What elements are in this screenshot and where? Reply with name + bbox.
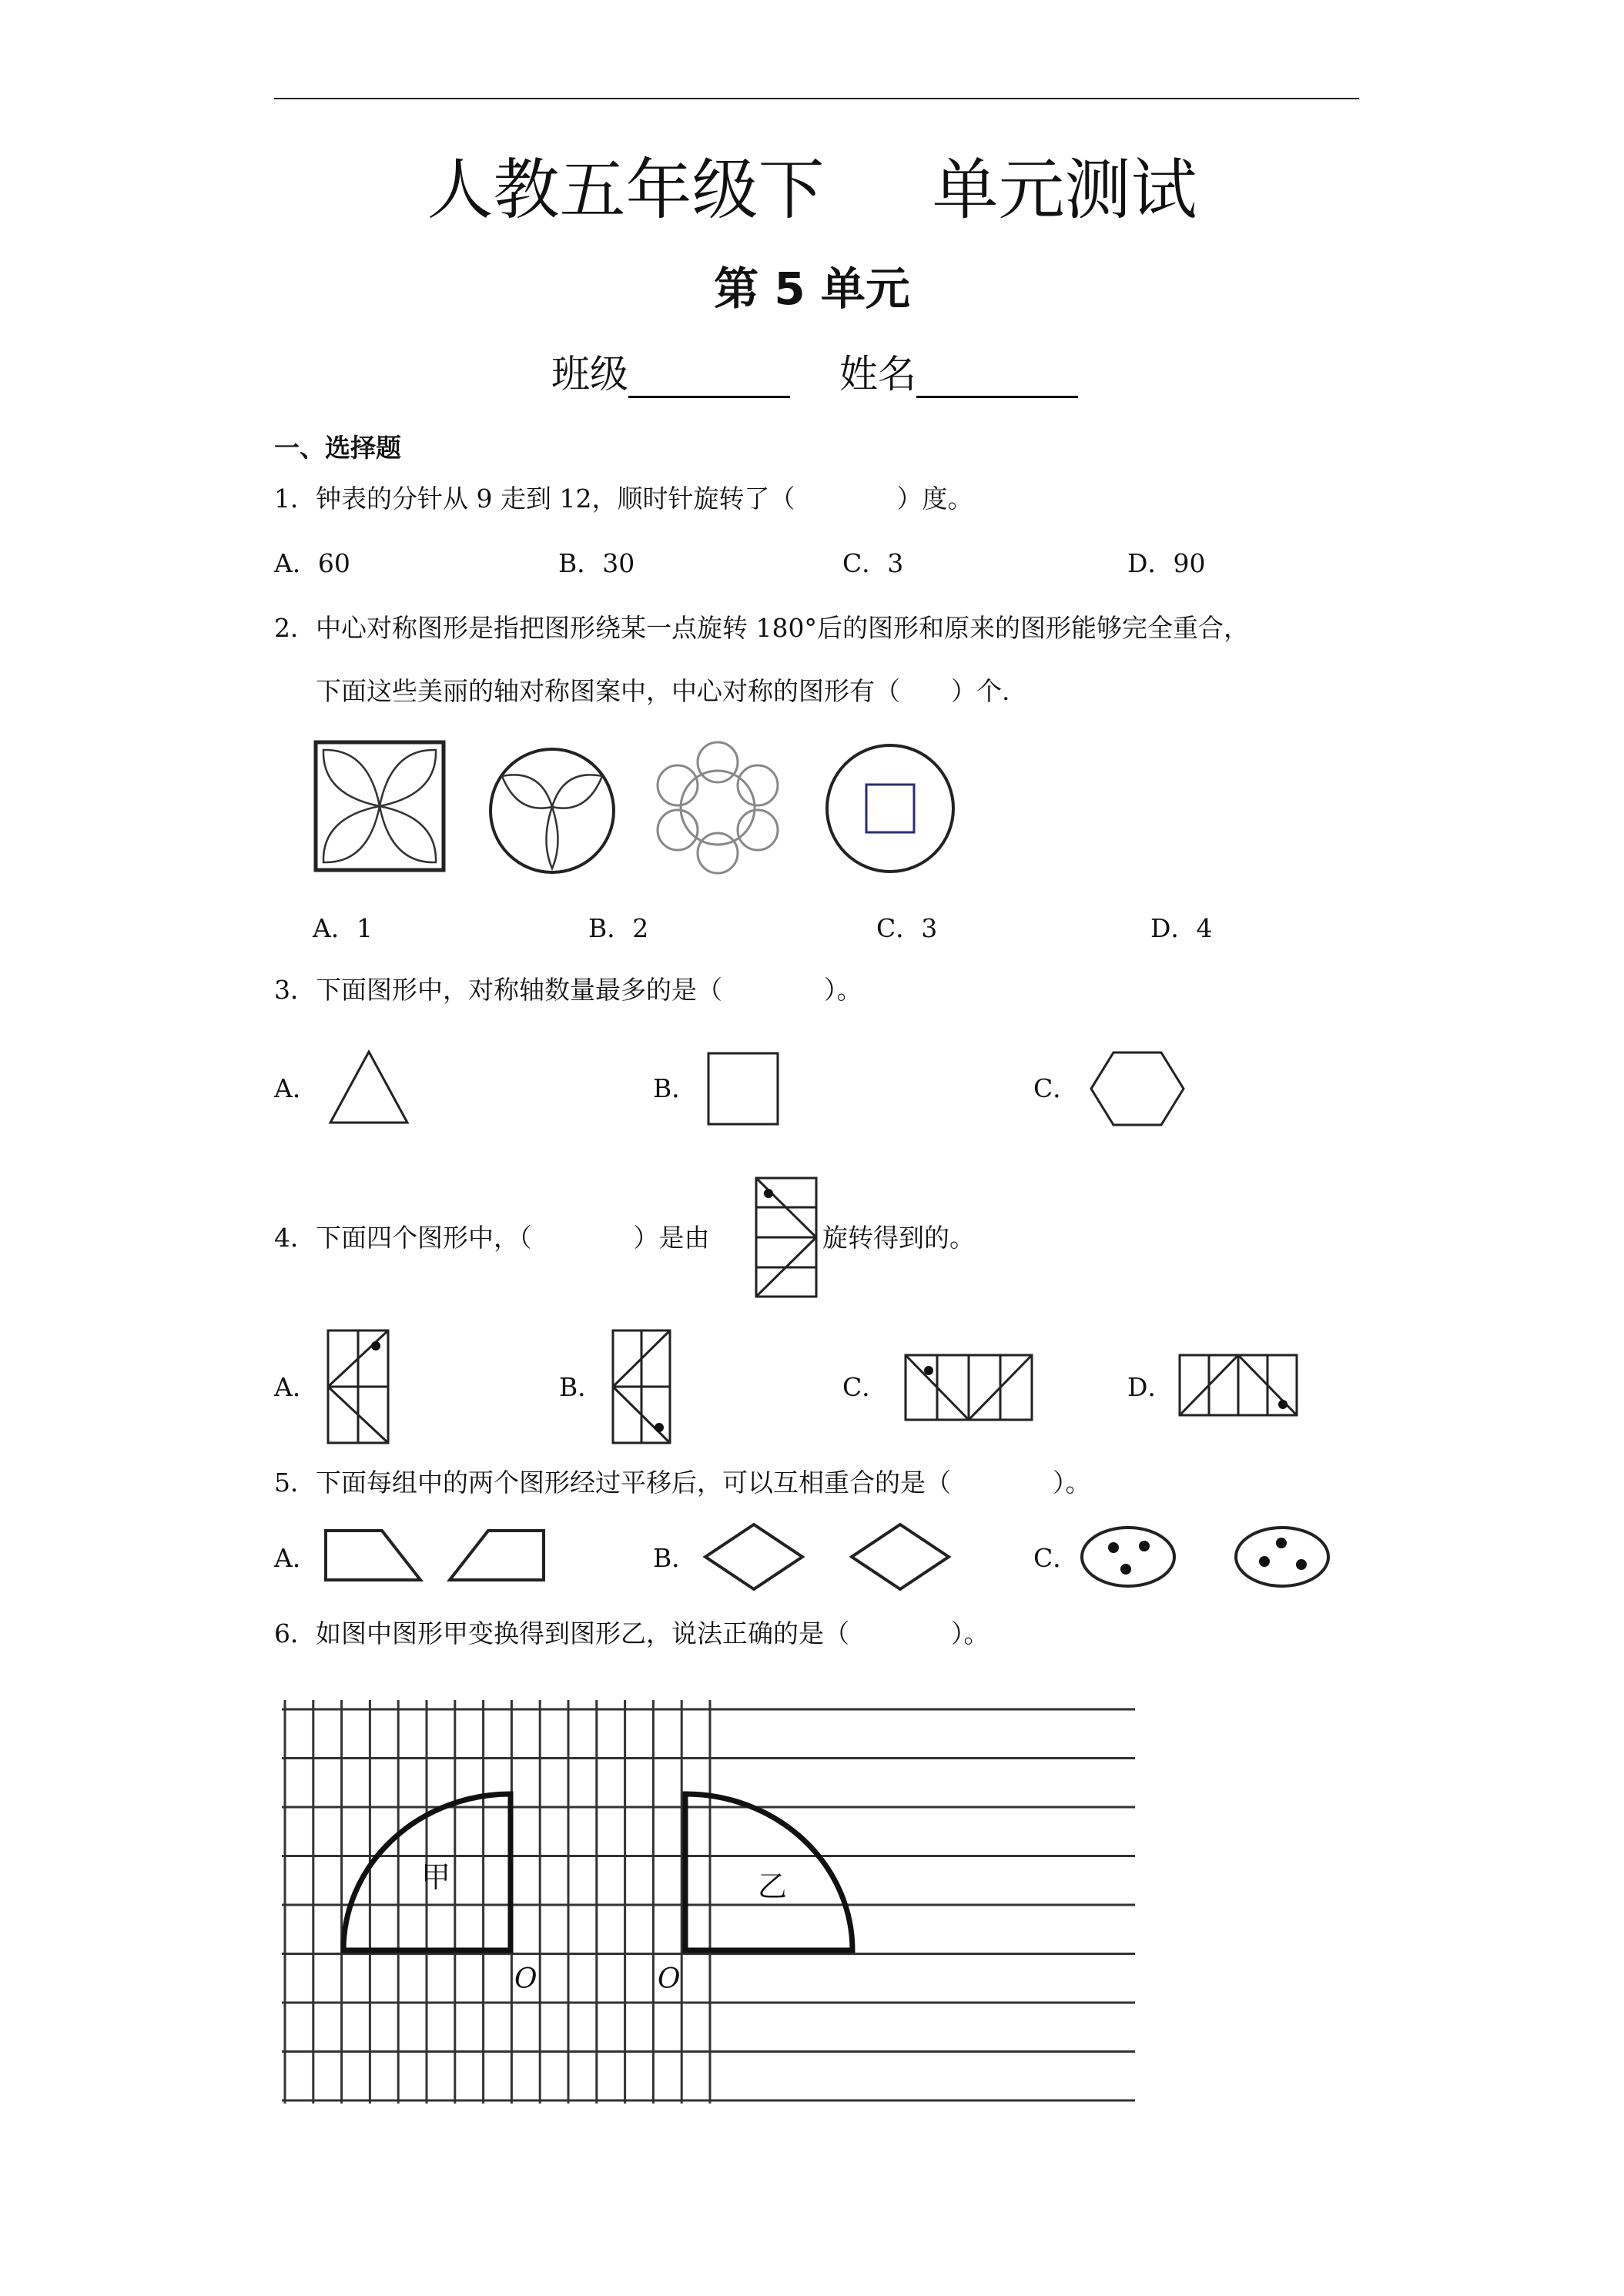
q2-option-d[interactable]: D．4	[1150, 913, 1213, 943]
q3-square	[707, 1052, 779, 1126]
q4-stem-part2: 旋转得到的。	[822, 1223, 975, 1253]
q1-stem: 1．钟表的分针从 9 走到 12，顺时针旋转了（ ）度。	[274, 484, 973, 514]
q4-figure-d	[1178, 1354, 1298, 1417]
q4-option-b[interactable]: B．	[559, 1372, 604, 1402]
q5-trapezoid-1	[323, 1528, 424, 1583]
q5-option-c[interactable]: C．	[1033, 1543, 1079, 1573]
q3-triangle	[327, 1049, 410, 1126]
q5-rhombus-1	[702, 1521, 805, 1592]
q1-option-d[interactable]: D．90	[1127, 548, 1206, 578]
title-right: 单元测试	[932, 152, 1197, 229]
q6-label-o-left: O	[514, 1963, 537, 1995]
q5-trapezoid-2	[447, 1528, 547, 1583]
q3-option-a[interactable]: A．	[274, 1073, 318, 1103]
q6-label-o-right: O	[658, 1963, 681, 1995]
name-blank[interactable]	[916, 359, 1078, 398]
name-label: 姓名	[839, 352, 916, 397]
q6-label-jia: 甲	[421, 1860, 451, 1894]
q3-option-c[interactable]: C．	[1033, 1073, 1079, 1103]
q4-figure-c	[904, 1354, 1033, 1421]
q5-rhombus-2	[849, 1521, 952, 1592]
q2-stem-line1: 2．中心对称图形是指把图形绕某一点旋转 180°后的图形和原来的图形能够完全重合，	[274, 613, 1249, 643]
title-left: 人教五年级下	[427, 152, 825, 229]
q5-option-b[interactable]: B．	[653, 1543, 698, 1573]
q2-figure-circle-three	[487, 745, 618, 876]
page-title	[0, 148, 1624, 233]
q2-figure-coin	[824, 742, 956, 875]
class-field[interactable]	[551, 350, 790, 398]
q5-option-a[interactable]: A．	[274, 1543, 318, 1573]
q3-hexagon	[1089, 1050, 1186, 1127]
q2-option-c[interactable]: C．3	[876, 913, 938, 943]
q4-stem-part1: 4．下面四个图形中，（ ）是由	[274, 1223, 710, 1253]
q3-option-b[interactable]: B．	[653, 1073, 698, 1103]
q5-stem: 5．下面每组中的两个图形经过平移后，可以互相重合的是（ ）。	[274, 1468, 1091, 1498]
q4-figure-a	[326, 1329, 390, 1444]
q1-option-a[interactable]: A．60	[274, 548, 350, 578]
q3-stem: 3．下面图形中，对称轴数量最多的是（ ）。	[274, 975, 862, 1005]
q4-option-d[interactable]: D．	[1127, 1372, 1174, 1402]
q4-reference-figure	[755, 1176, 818, 1298]
q4-option-a[interactable]: A．	[274, 1372, 318, 1402]
section-heading: 一、选择题	[274, 433, 401, 463]
class-blank[interactable]	[628, 359, 790, 398]
q6-label-yi: 乙	[758, 1869, 788, 1903]
q2-figure-square-petals	[314, 741, 445, 872]
q2-figure-flower	[651, 741, 784, 875]
name-field[interactable]	[839, 350, 1078, 398]
q2-stem-line2: 下面这些美丽的轴对称图案中，中心对称的图形有（ ）个.	[316, 676, 1010, 706]
q5-ellipse-2	[1234, 1525, 1331, 1589]
q5-ellipse-1	[1080, 1525, 1177, 1589]
q4-option-c[interactable]: C．	[842, 1372, 888, 1402]
q2-option-a[interactable]: A．1	[313, 913, 373, 943]
unit-title: 第 5 单元	[714, 263, 910, 315]
q6-stem: 6．如图中图形甲变换得到图形乙，说法正确的是（ ）。	[274, 1618, 989, 1648]
q1-option-c[interactable]: C．3	[842, 548, 904, 578]
q4-figure-b	[611, 1329, 671, 1444]
q2-option-b[interactable]: B．2	[588, 913, 649, 943]
class-label: 班级	[551, 352, 628, 397]
header-rule	[274, 98, 1359, 99]
q6-grid-figure	[282, 1700, 1137, 2107]
q1-option-b[interactable]: B．30	[558, 548, 635, 578]
